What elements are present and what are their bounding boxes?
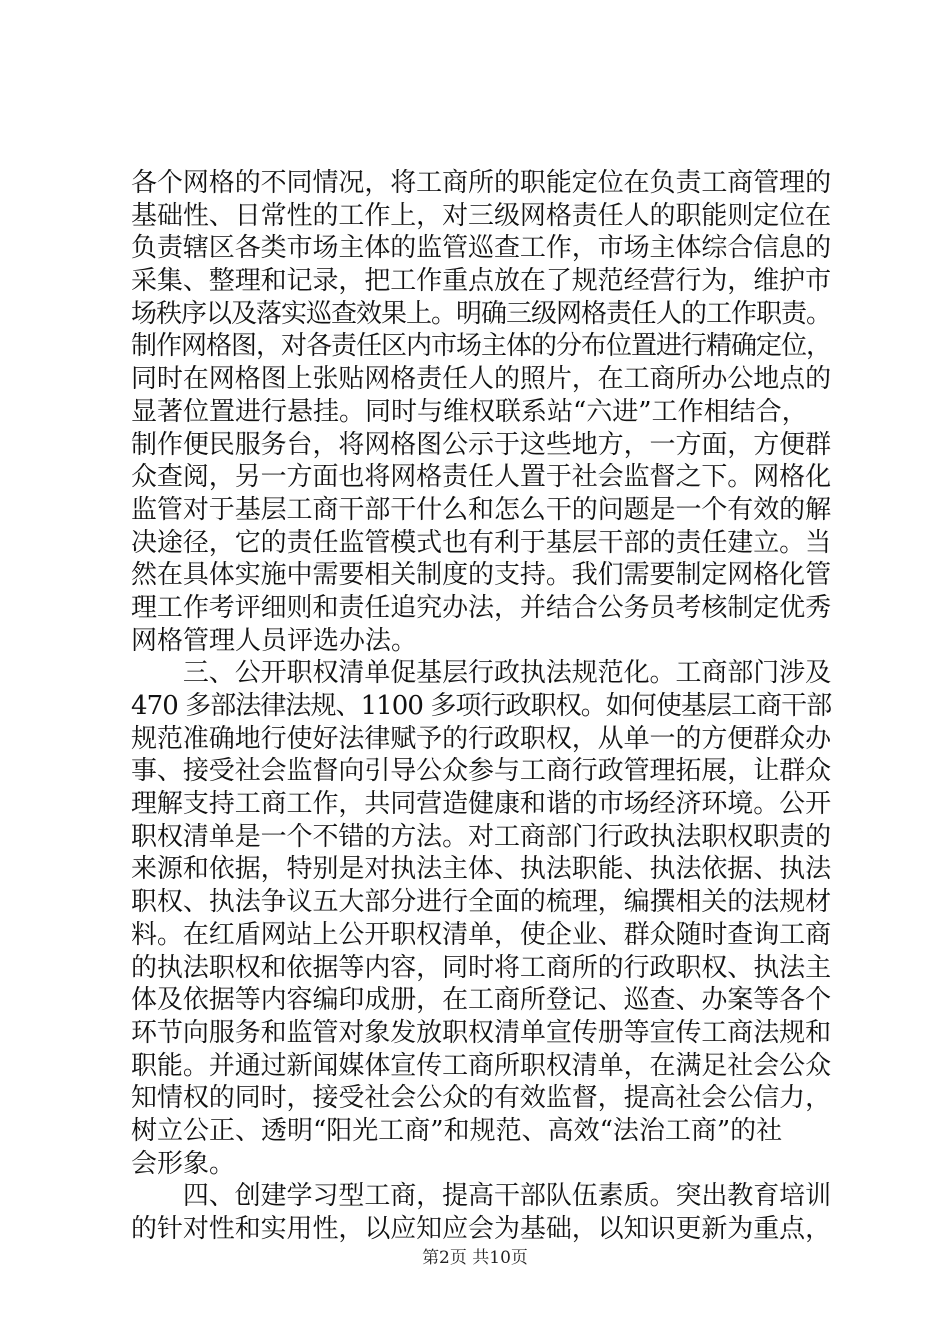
text-line: 显著位置进行悬挂。同时与维权联系站“六进”工作相结合， — [131, 396, 808, 427]
text-line: 同时在网格图上张贴网格责任人的照片，在工商所办公地点的 — [131, 364, 832, 395]
text-line: 职权、执法争议五大部分进行全面的梳理，编撰相关的法规材 — [131, 887, 832, 918]
text-line: 的针对性和实用性，以应知应会为基础，以知识更新为重点， — [131, 1214, 832, 1244]
text-line: 众查阅，另一方面也将网格责任人置于社会监督之下。网格化 — [131, 462, 832, 493]
text-line: 四、创建学习型工商，提高干部队伍素质。突出教育培训 — [131, 1181, 832, 1212]
text-line: 采集、整理和记录，把工作重点放在了规范经营行为，维护市 — [131, 266, 832, 297]
text-line: 各个网格的不同情况，将工商所的职能定位在负责工商管理的 — [131, 168, 832, 198]
text-line: 知情权的同时，接受社会公众的有效监督，提高社会公信力， — [131, 1083, 832, 1114]
text-line: 料。在红盾网站上公开职权清单，使企业、群众随时查询工商 — [131, 919, 832, 950]
text-line: 的执法职权和依据等内容，同时将工商所的行政职权、执法主 — [131, 952, 832, 983]
text-line: 树立公正、透明“阳光工商”和规范、高效“法治工商”的社 — [131, 1115, 783, 1146]
body-text — [131, 167, 831, 1246]
text-line: 规范准确地行使好法律赋予的行政职权，从单一的方便群众办 — [131, 723, 832, 754]
text-line: 监管对于基层工商干部干什么和怎么干的问题是一个有效的解 — [131, 494, 832, 525]
page-number-footer: 第2页 共10页 — [422, 1248, 528, 1268]
text-line: 制作网格图，对各责任区内市场主体的分布位置进行精确定位， — [131, 331, 832, 362]
text-line: 基础性、日常性的工作上，对三级网格责任人的职能则定位在 — [131, 200, 832, 231]
text-line: 职权清单是一个不错的方法。对工商部门行政执法职权职责的 — [131, 821, 832, 852]
text-line: 会形象。 — [131, 1148, 236, 1179]
text-line: 来源和依据，特别是对执法主体、执法职能、执法依据、执法 — [131, 854, 832, 885]
text-line: 然在具体实施中需要相关制度的支持。我们需要制定网格化管 — [131, 560, 832, 591]
text-line: 网格管理人员评选办法。 — [131, 625, 418, 656]
text-line: 职能。并通过新闻媒体宣传工商所职权清单，在满足社会公众 — [131, 1050, 832, 1081]
text-line: 理解支持工商工作，共同营造健康和谐的市场经济环境。公开 — [131, 789, 832, 820]
text-line: 制作便民服务台，将网格图公示于这些地方，一方面，方便群 — [131, 429, 832, 460]
text-line: 决途径，它的责任监管模式也有利于基层干部的责任建立。当 — [131, 527, 832, 558]
text-line: 场秩序以及落实巡查效果上。明确三级网格责任人的工作职责。 — [131, 298, 832, 329]
text-line: 体及依据等内容编印成册，在工商所登记、巡查、办案等各个 — [131, 985, 832, 1016]
text-line: 事、接受社会监督向引导公众参与工商行政管理拓展，让群众 — [131, 756, 832, 787]
text-line: 理工作考评细则和责任追究办法，并结合公务员考核制定优秀 — [131, 592, 832, 623]
text-line: 负责辖区各类市场主体的监管巡查工作，市场主体综合信息的 — [131, 233, 832, 264]
text-line: 三、公开职权清单促基层行政执法规范化。工商部门涉及 — [131, 658, 832, 689]
text-line: 470 多部法律法规、1100 多项行政职权。如何使基层工商干部 — [131, 691, 832, 721]
text-line: 环节向服务和监管对象发放职权清单宣传册等宣传工商法规和 — [131, 1017, 832, 1048]
